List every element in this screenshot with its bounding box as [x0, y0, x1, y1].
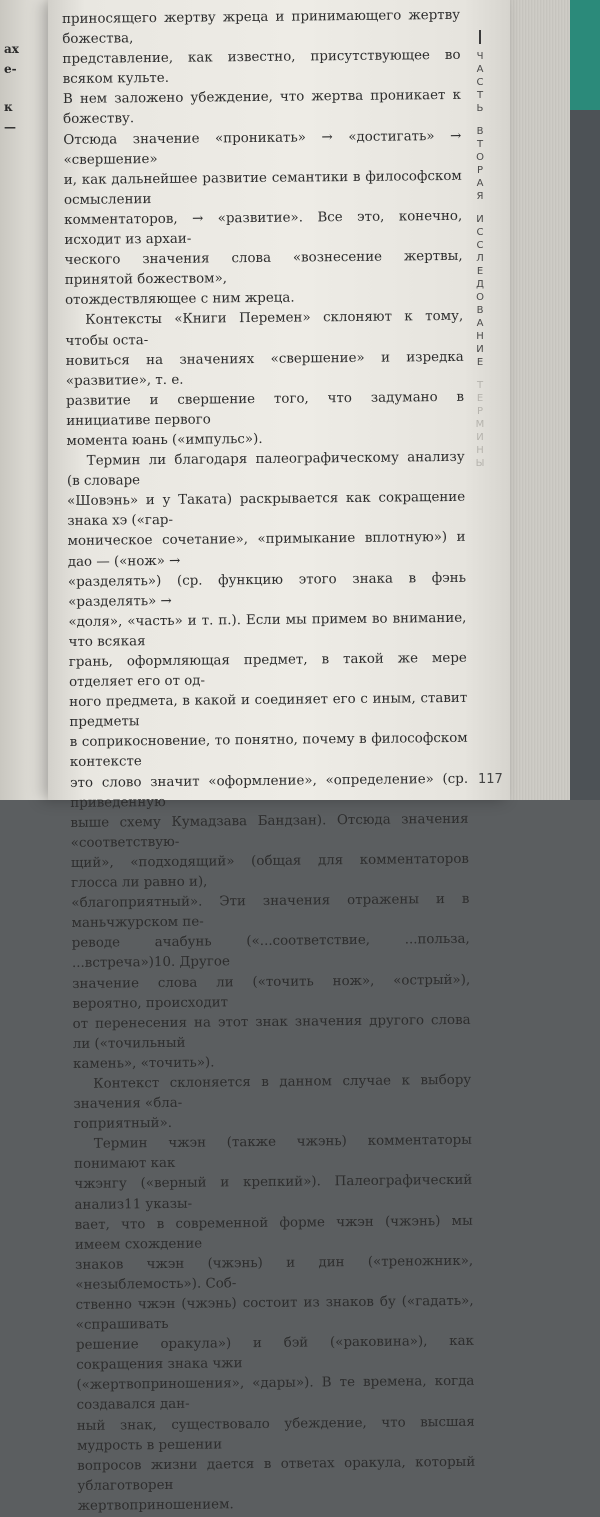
- text-line: («жертвоприношения», «дары»). В те времена, когда создавался дан-: [76, 1374, 475, 1414]
- text-line: развитие и свершение того, что задумано в инициативе первого: [66, 389, 465, 429]
- text-line: значение слова ли («точить нож», «острый»), вероятно, происходит: [72, 972, 471, 1012]
- running-head: [472, 30, 488, 480]
- text-line: грань, оформляющая предмет, в такой же мере отделяет его от од-: [68, 650, 467, 691]
- page-text: [62, 6, 476, 1517]
- text-line: реводе ачабунь («...соответствие, ...польза, ...встреча»)10. Другое: [71, 932, 470, 972]
- running-head-letter: С: [476, 227, 484, 238]
- running-head-letter: Л: [476, 253, 484, 264]
- text-line: вает, что в современной форме чжэн (чжэнь) мы имеем схождение: [74, 1213, 473, 1253]
- text-line: от перенесения на этот знак значения другого слова ли («точильный: [72, 1012, 471, 1052]
- running-head-letter: Я: [476, 191, 484, 202]
- text-line: В нем заложено убеждение, что жертва проникает к божеству.: [62, 88, 461, 128]
- text-line: Контекст склоняется в данном случае к выбору значения «бла-: [73, 1072, 472, 1113]
- text-line: гоприятный».: [73, 1116, 173, 1133]
- text-line: «разделять») (ср. функцию этого знака в фэнь «разделять» →: [67, 570, 467, 610]
- running-head-bar: [479, 30, 481, 44]
- text-line: это слово значит «оформление», «определение» (ср. приведенную: [70, 771, 469, 811]
- running-head-letter: В: [476, 305, 484, 316]
- running-head-letter: А: [476, 64, 484, 75]
- running-head-letter: О: [476, 292, 484, 303]
- text-line: ный знак, существовало убеждение, что высшая мудрость в решении: [76, 1414, 475, 1454]
- text-line: моническое сочетание», «примыкание вплотную») и дао — («нож» →: [67, 530, 466, 570]
- text-line: комментаторов, → «развитие». Все это, конечно, исходит из архаи-: [64, 208, 463, 249]
- running-head-letter: И: [476, 432, 484, 443]
- text-line: выше схему Кумадзава Бандзан). Отсюда значения «соответствую-: [70, 811, 469, 851]
- running-head-letter: А: [476, 318, 484, 329]
- background-shadow: [570, 0, 600, 800]
- running-head-letter: А: [476, 178, 484, 189]
- running-head-letter: Д: [476, 279, 484, 290]
- running-head-letter: Ь: [476, 103, 484, 114]
- running-head-word: [476, 213, 484, 369]
- left-page-fragments: [4, 40, 19, 138]
- text-line: ственно чжэн (чжэнь) состоит из знаков бу («гадать», «спрашивать: [75, 1293, 474, 1334]
- text-line: в соприкосновение, то понятно, почему в философском контексте: [69, 731, 468, 771]
- running-head-letter: И: [476, 344, 484, 355]
- running-head-letter: Ч: [476, 51, 484, 62]
- text-line: и, как дальнейшее развитие семантики в философском осмыслении: [63, 168, 462, 208]
- left-fragment: —: [4, 120, 16, 134]
- text-line: щий», «подходящий» (общая для комментаторов глосса ли равно и),: [70, 851, 469, 891]
- text-line: Термин ли благодаря палеографическому анализу (в словаре: [66, 449, 465, 490]
- text-line: камень», «точить»).: [72, 1055, 215, 1072]
- text-line: вопросов жизни дается в ответах оракула, который ублаготворен: [77, 1454, 476, 1494]
- running-head-word: [476, 379, 485, 470]
- text-line: «благоприятный». Эти значения отражены и в маньчжурском пе-: [71, 891, 470, 932]
- text-line: «доля», «часть» и т. п.). Если мы примем во внимание, что всякая: [68, 610, 467, 650]
- running-head-letter: Р: [476, 406, 483, 417]
- running-head-word: [477, 50, 484, 115]
- running-head-letter: Ы: [475, 458, 485, 469]
- text-line: ного предмета, в какой и соединяет его с иным, ставит предметы: [69, 690, 468, 731]
- text-line: Контексты «Книги Перемен» склоняют к тому, чтобы оста-: [65, 309, 464, 349]
- running-head-word: [476, 125, 484, 203]
- running-head-letter: Н: [476, 445, 484, 456]
- text-line: чжэнгу («верный и крепкий»). Палеографический анализ11 указы-: [74, 1173, 473, 1213]
- text-line: Отсюда значение «проникать» → «достигать» → «свершение»: [63, 128, 462, 168]
- text-line: «Шовэнь» и у Таката) раскрывается как сокращение знака хэ («гар-: [67, 490, 466, 530]
- text-line: момента юань («импульс»).: [66, 431, 263, 449]
- running-head-letter: Е: [476, 357, 484, 368]
- left-fragment: к: [4, 100, 13, 114]
- running-head-letter: И: [476, 214, 484, 225]
- running-head-letter: Т: [476, 380, 484, 391]
- text-line: представление, как известно, присутствующее во всяком культе.: [62, 48, 461, 88]
- running-head-letter: Е: [476, 266, 484, 277]
- running-head-letter: В: [476, 126, 484, 137]
- running-head-letter: Т: [476, 90, 484, 101]
- left-fragment: ах: [4, 42, 19, 56]
- running-head-letter: М: [475, 419, 485, 430]
- left-fragment: е-: [4, 62, 17, 76]
- running-head-letter: Р: [476, 165, 484, 176]
- running-head-letter: С: [476, 77, 484, 88]
- text-line: приносящего жертву жреца и принимающего жертву божества,: [62, 7, 461, 48]
- running-head-letter: С: [476, 240, 484, 251]
- page-number: 117: [478, 772, 503, 787]
- teal-background: [570, 0, 600, 110]
- running-head-letter: Т: [476, 139, 484, 150]
- text-line: отождествляющее с ним жреца.: [64, 290, 295, 309]
- text-line: решение оракула») и бэй («раковина»), как сокращения знака чжи: [75, 1333, 475, 1374]
- text-line: знаков чжэн (чжэнь) и дин («треножник», «незыблемость»). Соб-: [75, 1253, 474, 1293]
- text-line: жертвоприношением.: [77, 1497, 234, 1514]
- running-head-letter: О: [476, 152, 484, 163]
- running-head-letter: Н: [476, 331, 484, 342]
- text-line: новиться на значениях «свершение» и изредка «развитие», т. е.: [65, 349, 464, 389]
- text-line: ческого значения слова «вознесение жертвы, принятой божеством»,: [64, 248, 463, 289]
- page-edges: [510, 0, 570, 800]
- text-line: Термин чжэн (также чжэнь) комментаторы понимают как: [74, 1133, 472, 1173]
- running-head-letter: Е: [476, 393, 484, 404]
